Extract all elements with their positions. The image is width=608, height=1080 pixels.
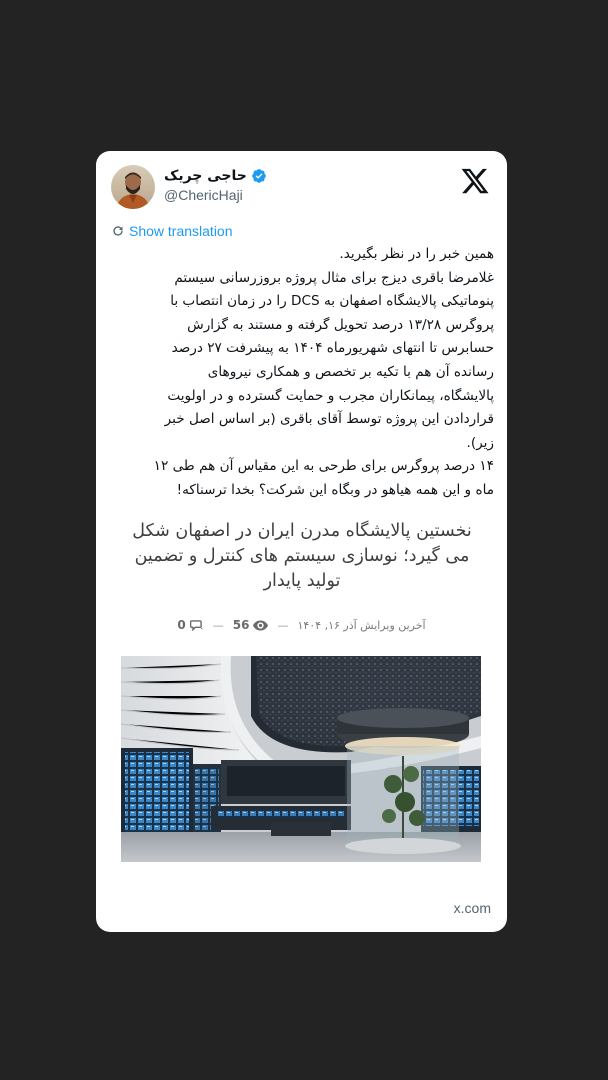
comment-count-value: 0 [177, 618, 186, 632]
source-domain[interactable]: x.com [453, 900, 491, 916]
tweet-text-line: غلامرضا باقری دیزج برای مثال پروژه بروزرسانی سیستم [174, 269, 494, 286]
tweet-text-line: پالایشگاه، پیمانکاران مجرب و حمایت گسترده و در اولویت [167, 387, 494, 404]
view-count-value: 56 [232, 618, 250, 632]
tweet-text-line: رسانده آن هم با تکیه بر تخصص و همکاری نیروهای [207, 363, 494, 380]
tweet-text-line: زیر). [466, 434, 494, 451]
show-translation-link[interactable] [112, 223, 233, 239]
avatar[interactable] [111, 165, 155, 209]
tweet-text-line: حسابرس تا انتهای شهریورماه ۱۴۰۴ به پیشرفت ۲۷ درصد [171, 340, 494, 357]
verified-badge-icon [251, 168, 267, 184]
comment-count [177, 618, 203, 632]
tweet-text-line: ماه و این همه هیاهو در وبگاه این شرکت؟ بخدا ترسناکه! [176, 481, 494, 498]
translate-icon [112, 225, 124, 237]
last-edited-date: آخرین ویرایش آذر ۱۶, ۱۴۰۴ [297, 618, 426, 632]
tweet-text-line: قراردادن این پروژه توسط آقای باقری (بر اساس اصل خبر [164, 411, 494, 428]
tweet-text-line: پنوماتیکی پالایشگاه اصفهان به DCS را در زمان انتصاب با [170, 293, 494, 310]
author-name-row [164, 168, 267, 184]
article-title-line: نخستین پالایشگاه مدرن ایران در اصفهان شکل [132, 521, 472, 541]
article-title [116, 519, 488, 594]
x-logo-icon[interactable] [460, 166, 490, 196]
article-title-line: می گیرد؛ نوسازی سیستم های کنترل و تضمین [134, 546, 470, 566]
meta-separator: — [277, 618, 289, 632]
tweet-card[interactable] [96, 151, 507, 932]
article-meta [96, 618, 507, 632]
view-count [233, 618, 269, 632]
tweet-text-line: همین خبر را در نظر بگیرید. [339, 246, 494, 262]
show-translation-label: Show translation [129, 223, 233, 239]
meta-separator: — [212, 618, 224, 632]
tweet-text-line: پروگرس ۱۳/۲۸ درصد تحویل گرفته و مستند به گزارش [187, 316, 494, 333]
tweet-text-line: ۱۴ درصد پروگرس برای طرحی به این مقیاس آن هم طی ۱۲ [153, 458, 494, 475]
author-handle[interactable]: @ChericHaji [164, 187, 243, 203]
article-title-line: تولید پایدار [263, 571, 341, 591]
author-block [164, 168, 267, 203]
author-display-name[interactable]: حاجی چریک [164, 168, 247, 184]
comment-icon [190, 619, 204, 631]
eye-icon [253, 620, 268, 631]
tweet-text [110, 243, 494, 503]
control-room-photo[interactable] [121, 656, 481, 862]
